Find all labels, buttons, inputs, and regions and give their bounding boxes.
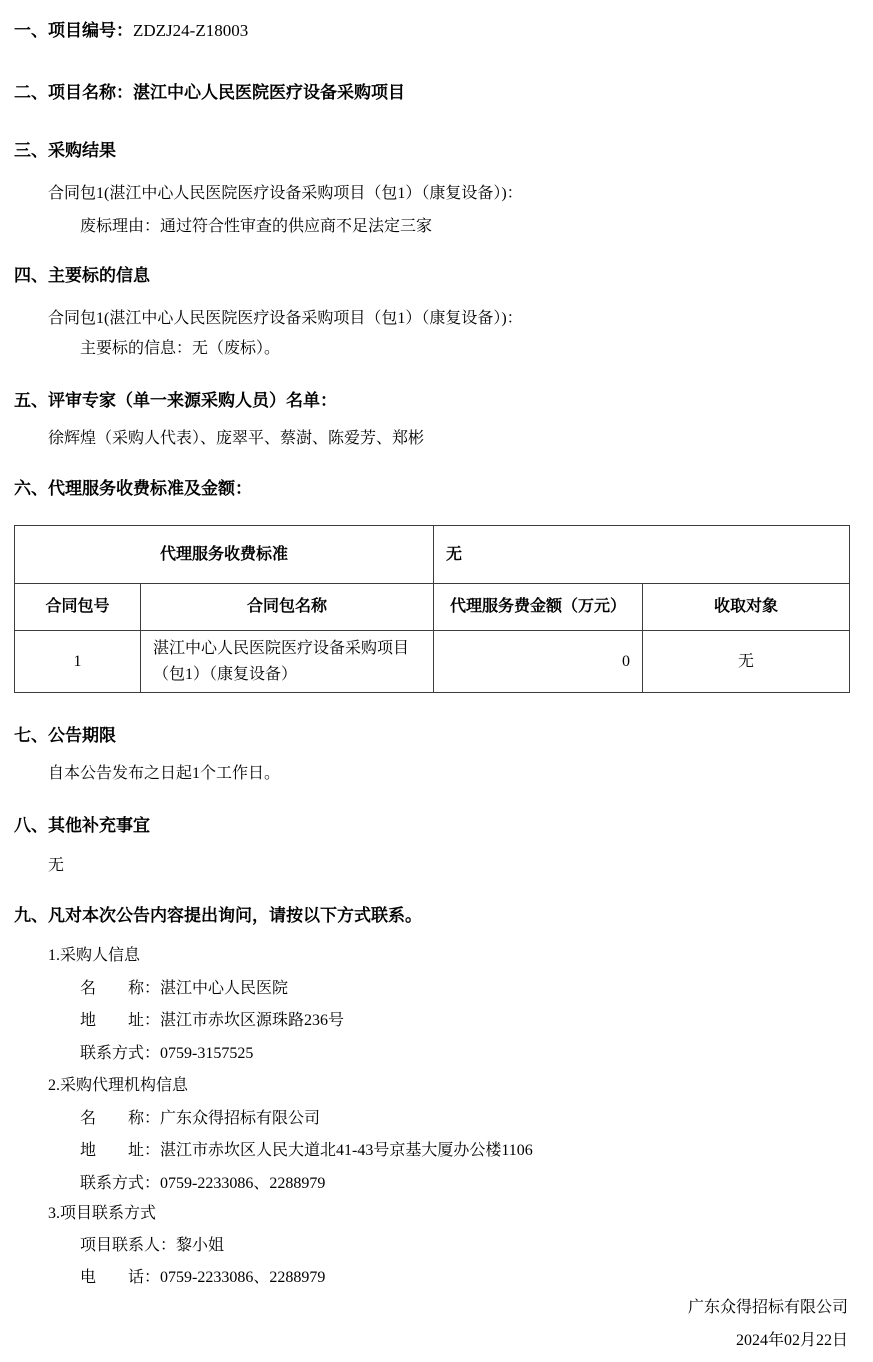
column-header-package-name: 合同包名称 <box>141 584 434 631</box>
fee-table-header-row <box>15 584 850 631</box>
section-procurement-result-heading: 三、采购结果 <box>14 141 116 160</box>
cell-package-no: 1 <box>15 631 141 693</box>
purchaser-phone-label: 联系方式： <box>80 1045 161 1062</box>
agency-address-label: 地 址： <box>80 1142 161 1159</box>
purchaser-address-value: 湛江市赤坎区源珠路236号 <box>160 1012 345 1029</box>
cell-fee-amount: 0 <box>434 631 643 693</box>
purchaser-phone-value: 0759-3157525 <box>160 1045 254 1062</box>
column-header-fee-amount: 代理服务费金额（万元） <box>434 584 643 631</box>
project-contact-label: 项目联系人： <box>80 1237 177 1254</box>
experts-list: 徐辉煌（采购人代表）、庞翠平、蔡澍、陈爱芳、郑彬 <box>48 430 425 447</box>
fee-standard-row <box>15 526 850 584</box>
purchaser-address-line <box>80 1010 873 1032</box>
agency-phone-label: 联系方式： <box>80 1175 161 1192</box>
agency-name-label: 名 称： <box>80 1110 161 1127</box>
other-matters-detail: 无 <box>48 857 65 874</box>
agency-phone-value: 0759-2233086、2288979 <box>160 1175 326 1192</box>
fee-standard-label-cell: 代理服务收费标准 <box>15 526 434 584</box>
cell-package-name: 湛江中心人民医院医疗设备采购项目（包1）（康复设备） <box>141 631 434 693</box>
purchaser-address-label: 地 址： <box>80 1012 161 1029</box>
project-contact-value: 黎小姐 <box>176 1237 225 1254</box>
purchaser-name-label: 名 称： <box>80 980 161 997</box>
agency-phone-line <box>80 1173 873 1195</box>
project-phone-label: 电 话： <box>80 1269 161 1286</box>
subject-info-detail: 主要标的信息：无（废标）。 <box>80 340 281 357</box>
fee-standard-value-cell: 无 <box>434 526 850 584</box>
project-phone-value: 0759-2233086、2288979 <box>160 1269 326 1286</box>
section-subject-info-heading: 四、主要标的信息 <box>14 266 150 285</box>
project-number-value: ZDZJ24-Z18003 <box>133 21 249 40</box>
footer-company-signature: 广东众得招标有限公司 <box>687 1299 848 1316</box>
section-announcement-period-heading: 七、公告期限 <box>14 726 116 745</box>
agency-fee-table <box>14 525 850 693</box>
section-project-number <box>14 20 873 42</box>
agency-address-line <box>80 1140 873 1162</box>
purchaser-name-value: 湛江中心人民医院 <box>160 980 289 997</box>
agency-address-value: 湛江市赤坎区人民大道北41-43号京基大厦办公楼1106 <box>160 1142 533 1159</box>
project-number-label: 一、项目编号： <box>14 21 133 40</box>
result-rejection-reason: 废标理由：通过符合性审查的供应商不足法定三家 <box>80 218 433 235</box>
agency-name-value: 广东众得招标有限公司 <box>160 1110 321 1127</box>
subject-package-line: 合同包1(湛江中心人民医院医疗设备采购项目（包1）（康复设备）)： <box>48 310 523 327</box>
section-contact-heading: 九、凡对本次公告内容提出询问，请按以下方式联系。 <box>14 906 422 925</box>
fee-table-data-row <box>15 631 850 693</box>
result-package-line: 合同包1(湛江中心人民医院医疗设备采购项目（包1）（康复设备）)： <box>48 185 523 202</box>
column-header-charge-target: 收取对象 <box>643 584 850 631</box>
purchaser-info-title: 1.采购人信息 <box>48 947 141 964</box>
announcement-period-detail: 自本公告发布之日起1个工作日。 <box>48 765 281 782</box>
project-contact-line <box>80 1235 873 1257</box>
section-project-name: 二、项目名称：湛江中心人民医院医疗设备采购项目 <box>14 83 405 102</box>
purchaser-name-line <box>80 978 873 1000</box>
section-agency-fee-heading: 六、代理服务收费标准及金额： <box>14 479 252 498</box>
agency-info-title: 2.采购代理机构信息 <box>48 1077 189 1094</box>
cell-charge-target: 无 <box>643 631 850 693</box>
agency-name-line <box>80 1108 873 1130</box>
purchaser-phone-line <box>80 1043 873 1065</box>
section-experts-heading: 五、评审专家（单一来源采购人员）名单： <box>14 391 337 410</box>
project-contact-title: 3.项目联系方式 <box>48 1205 157 1222</box>
footer-date: 2024年02月22日 <box>735 1332 848 1349</box>
section-other-matters-heading: 八、其他补充事宜 <box>14 816 150 835</box>
project-phone-line <box>80 1267 873 1289</box>
column-header-package-no: 合同包号 <box>15 584 141 631</box>
